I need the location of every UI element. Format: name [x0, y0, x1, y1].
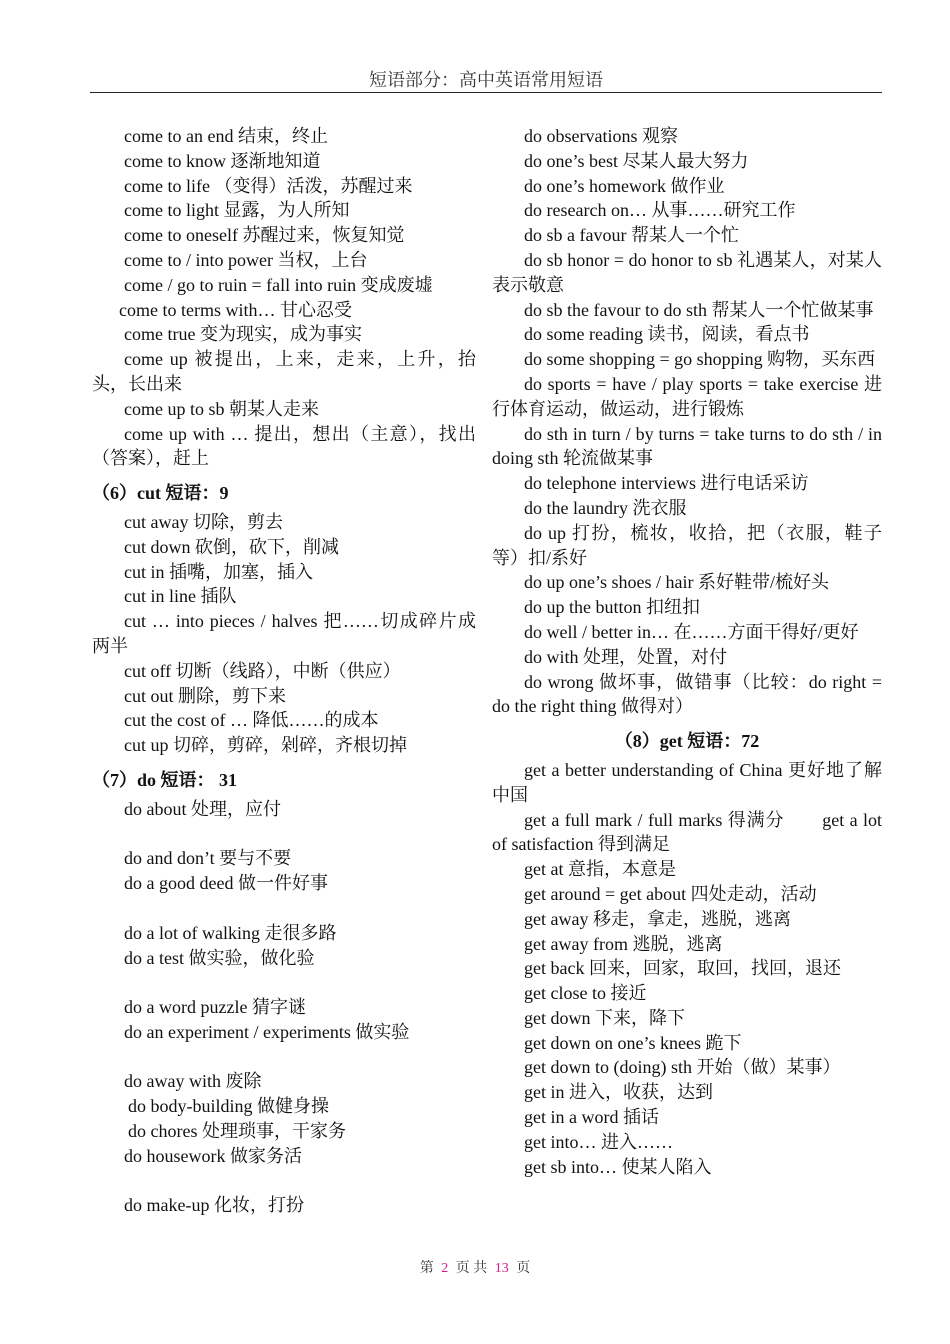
current-page-number: 2 — [441, 1261, 449, 1276]
footer-prefix: 第 — [419, 1261, 434, 1276]
phrase-entry: do the laundry 洗衣服 — [524, 497, 687, 518]
phrase-entry: cut in line 插队 — [124, 586, 237, 607]
phrase-entry: come to / into power 当权，上台 — [124, 249, 368, 270]
phrase-entry: get down 下来，降下 — [524, 1007, 685, 1028]
left-column — [92, 124, 476, 1218]
phrase-entry: get a better understanding of China 更好地了解中国 — [492, 759, 882, 805]
phrase-entry: do a good deed 做一件好事 — [124, 873, 328, 894]
phrase-entry: do sb the favour to do sth 帮某人一个忙做某事 — [524, 299, 874, 320]
phrase-entry: cut … into pieces / halves 把……切成碎片成两半 — [92, 611, 476, 656]
phrase-entry: do make-up 化妆，打扮 — [124, 1195, 304, 1216]
phrase-entry: get sb into… 使某人陷入 — [524, 1156, 712, 1177]
phrase-entry: come to light 显露，为人所知 — [124, 200, 350, 221]
footer-suffix: 页 — [516, 1261, 531, 1276]
page-header-title: 短语部分：高中英语常用短语 — [369, 70, 603, 90]
blank-line — [92, 822, 476, 847]
phrase-entry: do sb honor = do honor to sb 礼遇某人，对某人表示敬意 — [492, 249, 882, 295]
phrase-entry: do telephone interviews 进行电话采访 — [524, 473, 809, 494]
phrase-entry: do some reading 读书，阅读，看点书 — [524, 324, 810, 345]
phrase-entry: get in 进入，收获，达到 — [524, 1082, 713, 1103]
phrase-entry: do up one’s shoes / hair 系好鞋带/梳好头 — [524, 572, 829, 593]
phrase-entry: do research on… 从事……研究工作 — [524, 200, 796, 221]
phrase-entry: come to life （变得）活泼，苏醒过来 — [124, 175, 413, 196]
phrase-entry: come to an end 结束，终止 — [124, 126, 328, 146]
phrase-entry: do up 打扮，梳妆，收拾，把（衣服，鞋子等）扣/系好 — [492, 522, 882, 568]
phrase-entry: do chores 处理琐事，干家务 — [128, 1121, 346, 1142]
phrase-entry: get a full mark / full marks 得满分 get a lot of satisfaction 得到满足 — [492, 809, 882, 855]
section-heading-cut: （6）cut 短语：9 — [92, 483, 229, 504]
footer-middle: 页 共 — [455, 1261, 488, 1276]
blank-line — [92, 1169, 476, 1194]
phrase-entry: get around = get about 四处走动，活动 — [524, 883, 817, 904]
phrase-entry: get down to (doing) sth 开始（做）某事） — [524, 1057, 841, 1078]
phrase-entry: come true 变为现实，成为事实 — [124, 324, 362, 345]
phrase-entry: do well / better in… 在……方面干得好/更好 — [524, 621, 859, 642]
phrase-entry: do away with 废除 — [124, 1071, 262, 1092]
phrase-entry: come up with … 提出，想出（主意），找出（答案），赶上 — [92, 423, 476, 469]
phrase-entry: get close to 接近 — [524, 983, 647, 1004]
phrase-entry: get at 意指，本意是 — [524, 859, 676, 880]
phrase-entry: do with 处理，处置，对付 — [524, 646, 728, 667]
blank-line — [92, 896, 476, 921]
header-divider — [90, 92, 882, 93]
phrase-entry: cut off 切断（线路），中断（供应） — [124, 660, 401, 681]
page-footer — [0, 1257, 950, 1277]
total-page-count: 13 — [494, 1261, 509, 1276]
phrase-entry: do observations 观察 — [524, 126, 678, 146]
phrase-entry: do a lot of walking 走很多路 — [124, 922, 337, 943]
section-heading-do: （7）do 短语： 31 — [92, 769, 238, 790]
phrase-entry: do sports = have / play sports = take exercise 进行体育运动，做运动，进行锻炼 — [492, 373, 882, 419]
phrase-entry: do sth in turn / by turns = take turns to do sth / in doing sth 轮流做某事 — [492, 423, 882, 469]
phrase-entry: do a word puzzle 猜字谜 — [124, 997, 306, 1018]
phrase-entry: do a test 做实验，做化验 — [124, 947, 315, 968]
phrase-entry: do some shopping = go shopping 购物，买东西 — [524, 349, 876, 370]
phrase-entry: cut away 切除，剪去 — [124, 511, 283, 532]
phrase-entry: do housework 做家务活 — [124, 1145, 302, 1166]
phrase-entry: come / go to ruin = fall into ruin 变成废墟 — [124, 274, 433, 295]
phrase-entry: do one’s best 尽某人最大努力 — [524, 150, 749, 171]
phrase-entry: do up the button 扣纽扣 — [524, 597, 700, 618]
phrase-entry: come to know 逐渐地知道 — [124, 150, 321, 171]
phrase-entry: do and don’t 要与不要 — [124, 848, 292, 869]
blank-line — [92, 1045, 476, 1070]
phrase-entry: get down on one’s knees 跪下 — [524, 1032, 742, 1053]
blank-line — [92, 970, 476, 995]
section-heading-get: （8）get 短语：72 — [614, 731, 760, 752]
phrase-entry: do body-building 做健身操 — [128, 1096, 329, 1117]
phrase-entry: come up to sb 朝某人走来 — [124, 398, 319, 419]
right-column — [492, 124, 882, 1179]
phrase-entry: get back 回来，回家，取回，找回，退还 — [524, 958, 841, 979]
phrase-entry: do sb a favour 帮某人一个忙 — [524, 225, 739, 246]
phrase-entry: come to oneself 苏醒过来，恢复知觉 — [124, 225, 405, 246]
phrase-entry: cut up 切碎，剪碎，剁碎，齐根切掉 — [124, 735, 407, 756]
phrase-entry: do wrong 做坏事，做错事（比较：do right = do the right thing 做得对） — [492, 671, 882, 717]
phrase-entry: cut the cost of … 降低……的成本 — [124, 710, 379, 731]
phrase-entry: cut in 插嘴，加塞，插入 — [124, 561, 313, 582]
phrase-entry: get away 移走，拿走，逃脱，逃离 — [524, 908, 791, 929]
phrase-entry: get away from 逃脱，逃离 — [524, 933, 723, 954]
phrase-entry: do one’s homework 做作业 — [524, 175, 725, 196]
phrase-entry: come to terms with… 甘心忍受 — [119, 299, 352, 320]
phrase-entry: get into… 进入…… — [524, 1131, 673, 1152]
phrase-entry: do an experiment / experiments 做实验 — [124, 1021, 410, 1042]
phrase-entry: do about 处理，应付 — [124, 798, 281, 819]
phrase-entry: cut out 删除，剪下来 — [124, 685, 286, 706]
phrase-entry: cut down 砍倒，砍下，削减 — [124, 536, 339, 557]
phrase-entry: come up 被提出，上来，走来，上升，抬头，长出来 — [92, 349, 476, 394]
phrase-entry: get in a word 插话 — [524, 1107, 659, 1128]
